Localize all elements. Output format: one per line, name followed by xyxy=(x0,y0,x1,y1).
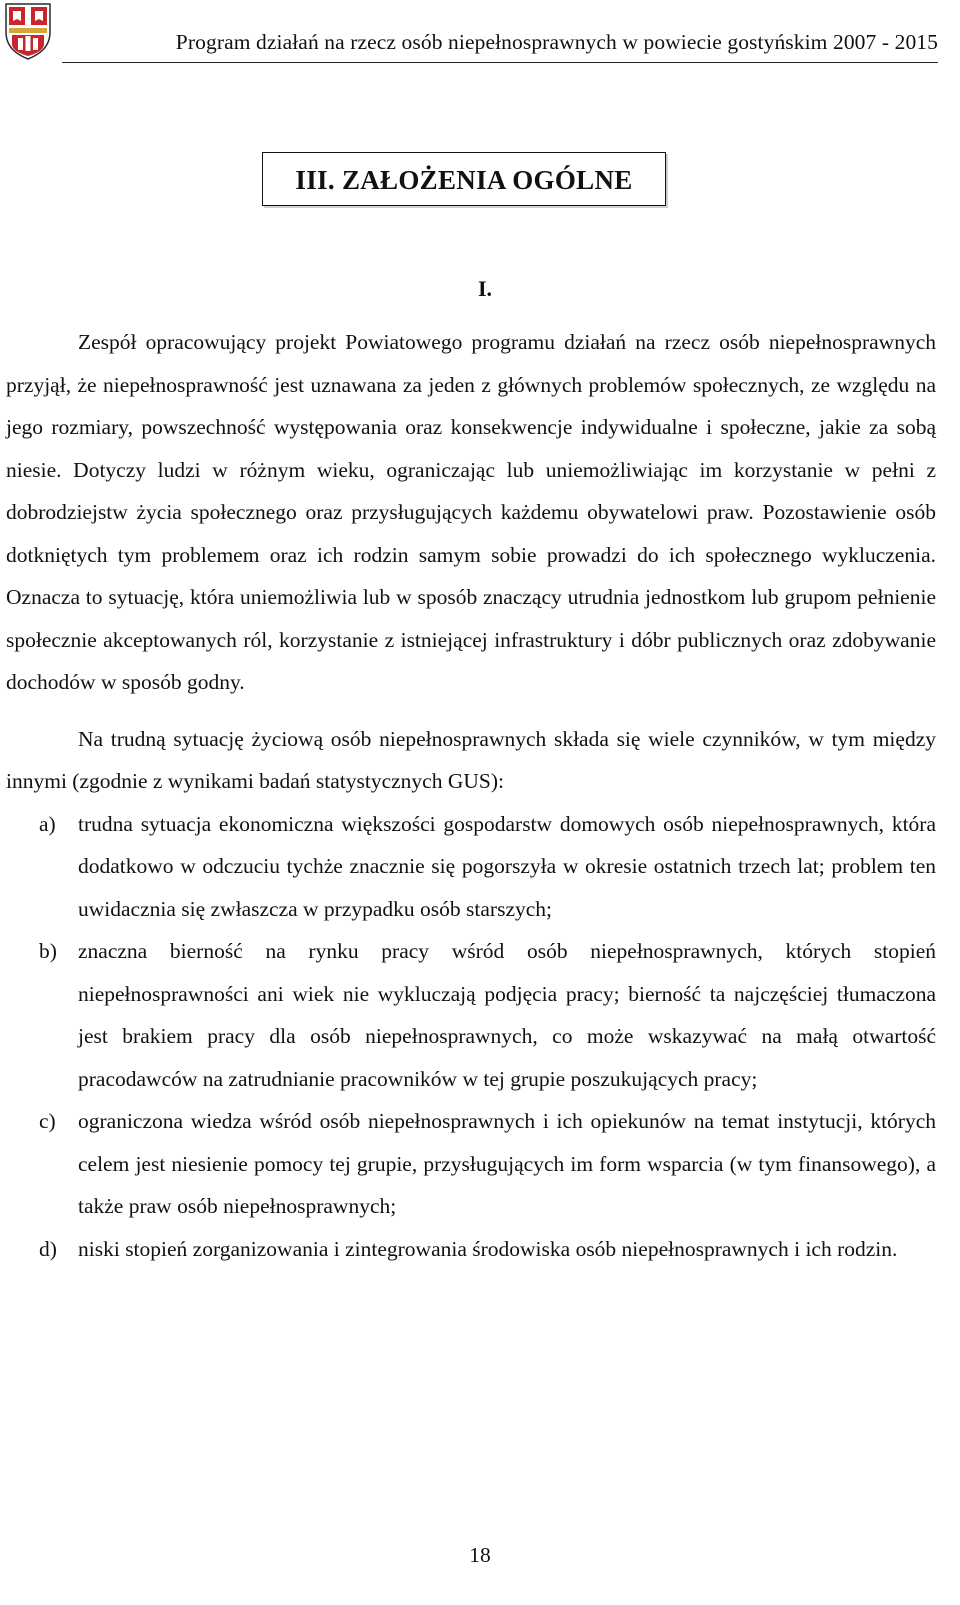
page-number: 18 xyxy=(469,1543,491,1567)
body-paragraph: Zespół opracowujący projekt Powiatowego programu działań na rzecz osób niepełnosprawnych przyjął, że niepełnosprawność jest uznawana za jeden z głównych problemów społecznych, ze względu na jego rozmiary, powszechność występowania oraz konsekwencje indywidualne i społeczne, jakie za sobą niesie. Dotyczy ludzi w różnym wieku, ograniczając lub uniemożliwiając im korzystanie w pełni z dobrodziejstw życia społecznego oraz przysługujących każdemu obywatelowi praw. Pozostawienie osób dotkniętych tym problemem oraz ich rodzin samym sobie prowadzi do ich społecznego wykluczenia. Oznacza to sytuację, która uniemożliwia lub w sposób znaczący utrudnia jednostkom lub grupom pełnienie społecznie akceptowanych ról, korzystanie z istniejącej infrastruktury i dóbr publicznych oraz zdobywanie dochodów w sposób godny. xyxy=(6,330,936,694)
list-marker: c) xyxy=(39,1109,56,1133)
page-header xyxy=(0,0,960,66)
list-marker: a) xyxy=(39,811,56,836)
header-divider xyxy=(62,62,938,63)
body-paragraph: Na trudną sytuację życiową osób niepełnosprawnych składa się wiele czynników, w tym między innymi (zgodnie z wynikami badań statystycznych GUS): xyxy=(6,726,936,793)
section-title: III. ZAŁOŻENIA OGÓLNE xyxy=(262,152,666,206)
list-item-text: trudna sytuacja ekonomiczna większości gospodarstw domowych osób niepełnosprawnych, która dodatkowo w odczuciu tychże znacznie się pogorszyła w okresie ostatnich trzech lat; problem ten uwidacznia się zwłaszcza w przypadku osób starszych; xyxy=(78,811,936,921)
list-item xyxy=(6,1228,936,1271)
document-header-title: Program działań na rzecz osób niepełnosprawnych w powiecie gostyńskim 2007 - 2015 xyxy=(175,30,938,54)
list-item xyxy=(6,1100,936,1228)
coat-of-arms-icon xyxy=(4,2,52,60)
list-item-text: ograniczona wiedza wśród osób niepełnosprawnych i ich opiekunów na temat instytucji, których celem jest niesienie pomocy tej grupie, przysługujących im form wsparcia (w tym finansowego), a także praw osób niepełnosprawnych; xyxy=(78,1109,936,1218)
list-item-text: znaczna bierność na rynku pracy wśród osób niepełnosprawnych, których stopień niepełnosprawności ani wiek nie wykluczają podjęcia pracy; bierność ta najczęściej tłumaczona jest brakiem pracy dla osób niepełnosprawnych, co może wskazywać na małą otwartość pracodawców na zatrudnianie pracowników w tej grupie poszukujących pracy; xyxy=(78,939,936,1091)
list-item xyxy=(6,930,936,1100)
list-marker: b) xyxy=(39,939,57,963)
document-body xyxy=(6,321,936,1270)
part-numeral: I. xyxy=(477,276,493,301)
list-item-text: niski stopień zorganizowania i zintegrowania środowiska osób niepełnosprawnych i ich rodzin. xyxy=(78,1236,898,1261)
factor-list xyxy=(6,803,936,1271)
list-item xyxy=(6,803,936,931)
list-marker: d) xyxy=(39,1236,57,1261)
